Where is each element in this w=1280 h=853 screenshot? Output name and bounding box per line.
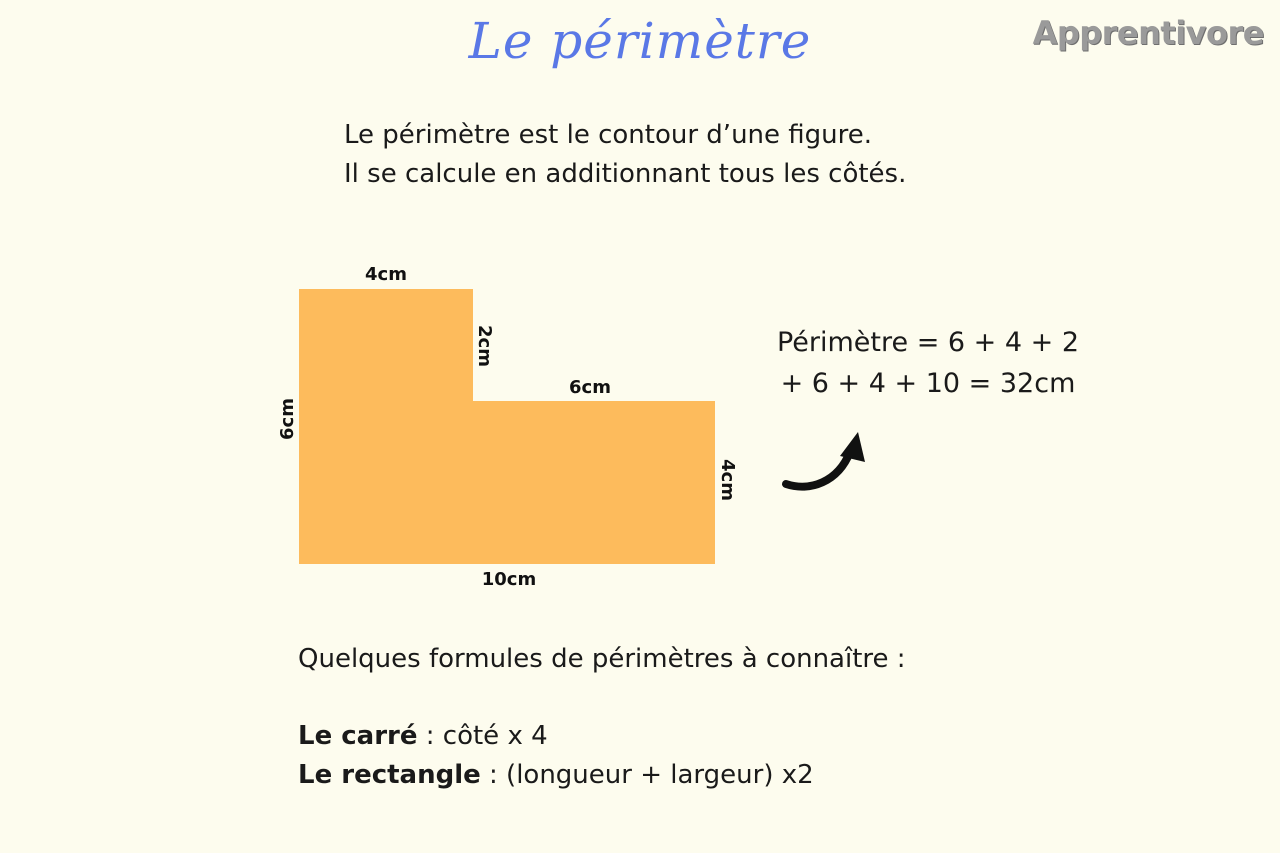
formula-square <box>298 717 906 756</box>
page-title: Le périmètre <box>468 12 812 70</box>
label-inner-vertical-side: 2cm <box>474 325 495 367</box>
formula-rectangle <box>298 756 906 795</box>
perimeter-line-2: + 6 + 4 + 10 = 32cm <box>780 368 1076 399</box>
perimeter-calculation <box>748 322 1108 404</box>
perimeter-line-1: Périmètre = 6 + 4 + 2 <box>776 327 1080 358</box>
label-bottom-side: 10cm <box>481 569 537 590</box>
label-inner-horizontal-side: 6cm <box>569 377 611 398</box>
brand-logo: Apprentivore <box>1032 14 1264 52</box>
label-top-side: 4cm <box>365 264 407 285</box>
label-right-side: 4cm <box>717 459 738 501</box>
formula-square-expression: : côté x 4 <box>417 721 548 751</box>
formula-rectangle-expression: : (longueur + largeur) x2 <box>480 760 814 790</box>
curved-arrow-icon <box>786 432 865 487</box>
formulas-section <box>298 640 906 795</box>
formula-rectangle-name: Le rectangle <box>298 760 481 790</box>
label-left-side: 6cm <box>277 398 298 440</box>
formula-square-name: Le carré <box>298 721 418 751</box>
intro-line-1: Le périmètre est le contour d’une figure. <box>344 120 873 150</box>
intro-line-2: Il se calcule en additionnant tous les côtés. <box>344 159 907 189</box>
l-shape-figure <box>299 289 715 564</box>
formulas-heading: Quelques formules de périmètres à connaître : <box>298 644 906 674</box>
